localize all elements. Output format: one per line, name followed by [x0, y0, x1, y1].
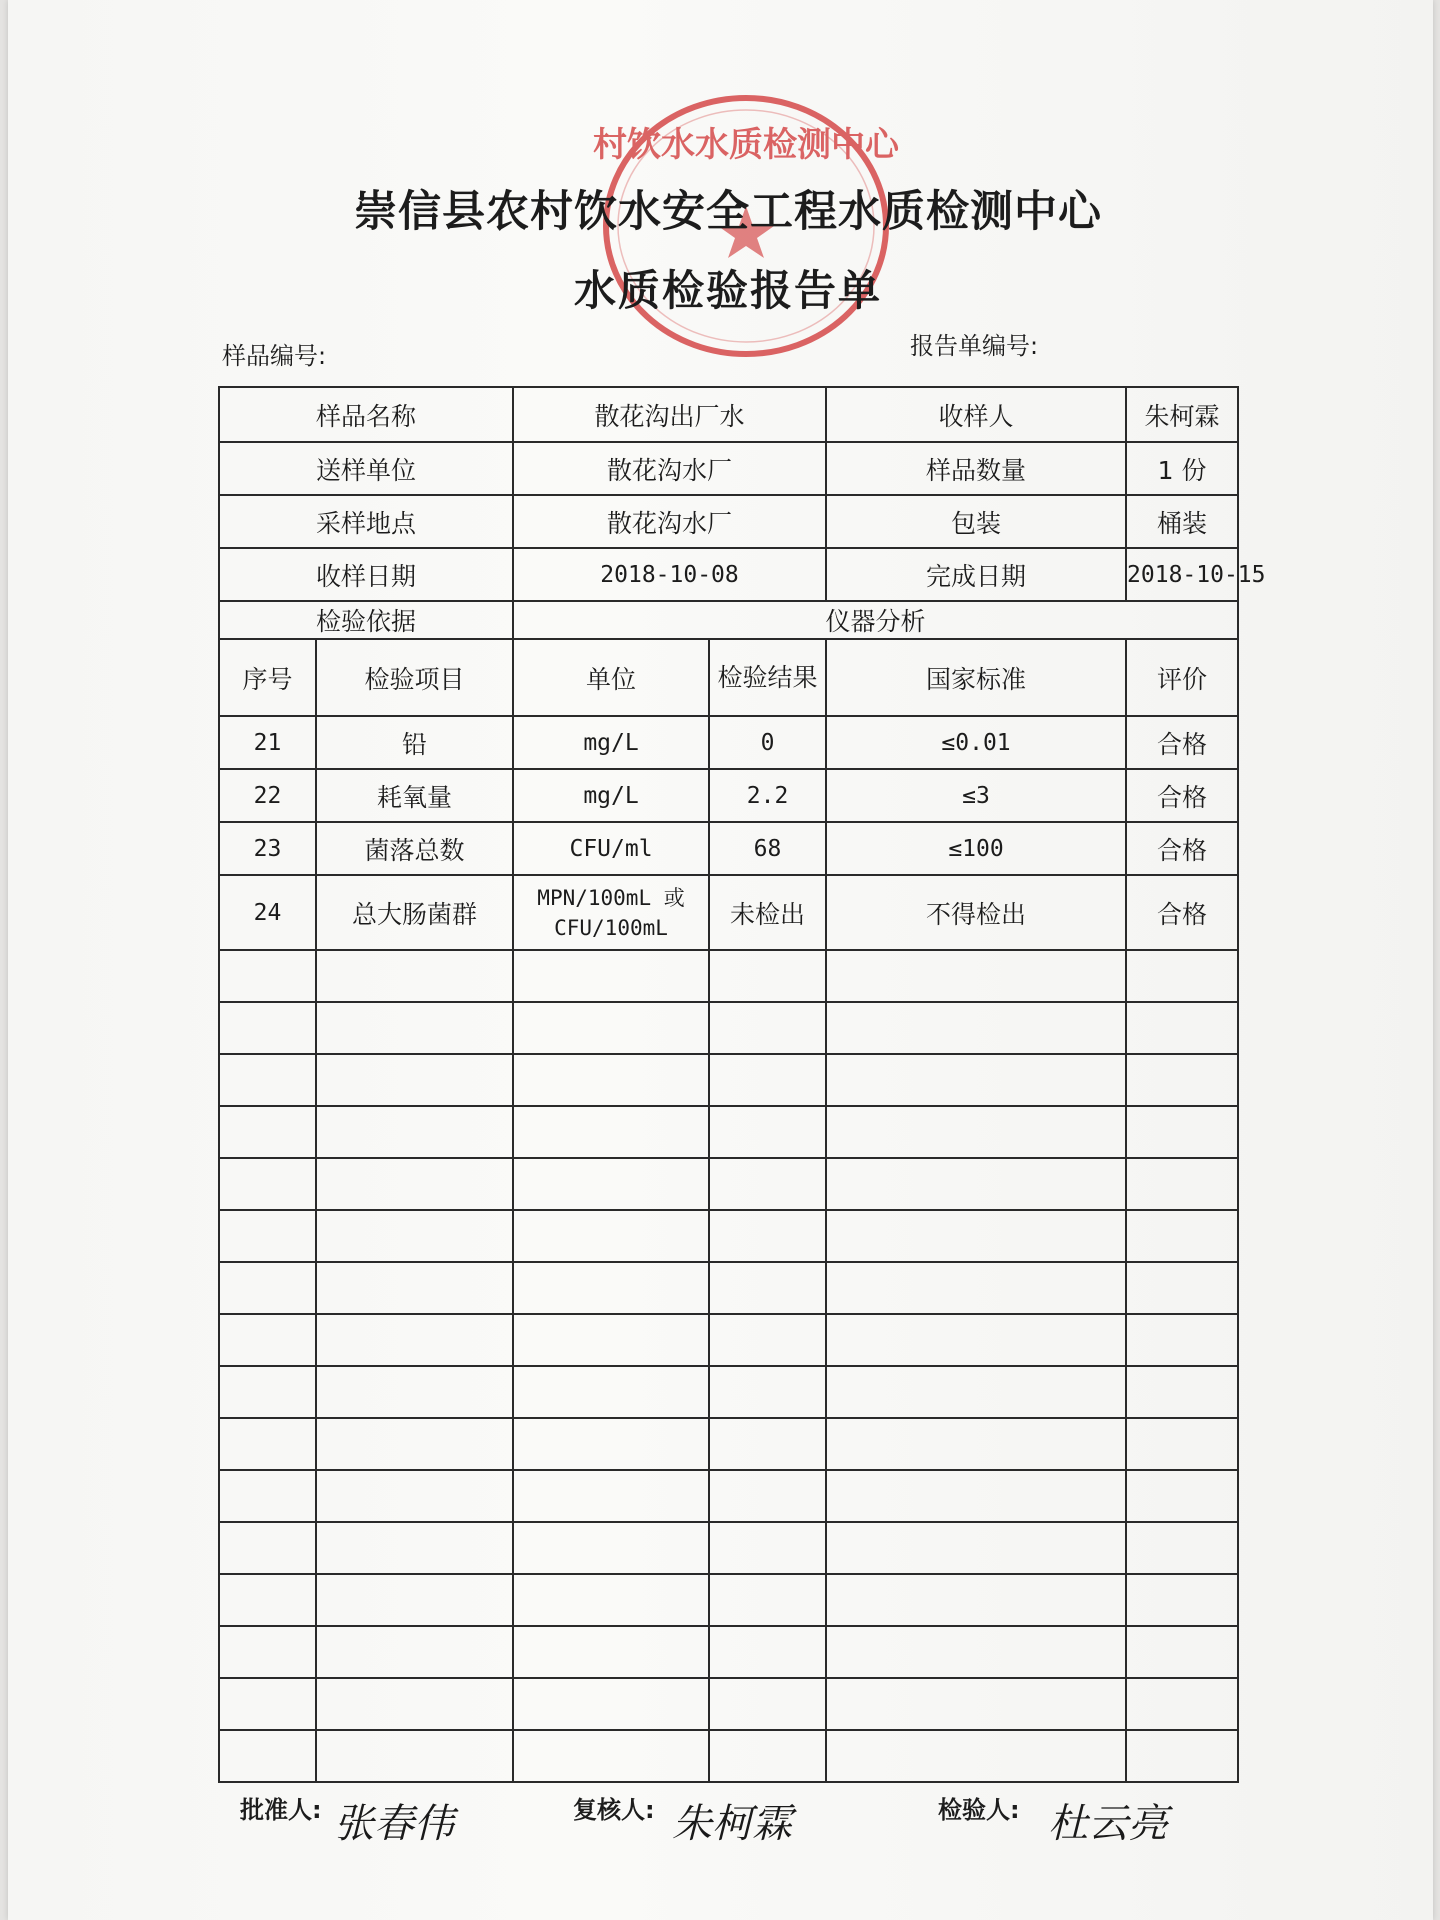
receive-date-value: 2018-10-08 — [513, 548, 826, 601]
empty-cell — [219, 1470, 316, 1522]
svg-text:村饮水水质检测中心: 村饮水水质检测中心 — [593, 125, 899, 165]
empty-cell — [1126, 1054, 1238, 1106]
complete-date-value: 2018-10-15 — [1126, 548, 1238, 601]
empty-row — [219, 1106, 1238, 1158]
row-result: 未检出 — [709, 875, 826, 950]
row-result: 2.2 — [709, 769, 826, 822]
empty-cell — [826, 1730, 1126, 1782]
table-row — [219, 716, 1238, 769]
receiver-label: 收样人 — [826, 387, 1126, 442]
empty-cell — [513, 1522, 709, 1574]
approver-label: 批准人: — [240, 1796, 322, 1824]
sample-no-label: 样品编号: — [222, 342, 327, 370]
empty-row — [219, 1418, 1238, 1470]
empty-cell — [513, 1106, 709, 1158]
empty-cell — [316, 1574, 513, 1626]
empty-cell — [826, 1262, 1126, 1314]
quantity-value: 1 份 — [1126, 442, 1238, 495]
info-row — [219, 387, 1238, 442]
sample-name-label: 样品名称 — [219, 387, 513, 442]
empty-row — [219, 950, 1238, 1002]
empty-cell — [513, 1418, 709, 1470]
empty-cell — [709, 1054, 826, 1106]
empty-cell — [826, 1470, 1126, 1522]
row-standard: ≤3 — [826, 769, 1126, 822]
empty-row — [219, 1574, 1238, 1626]
empty-cell — [219, 1730, 316, 1782]
packaging-value: 桶装 — [1126, 495, 1238, 548]
empty-cell — [513, 1678, 709, 1730]
empty-cell — [316, 1002, 513, 1054]
empty-cell — [316, 1314, 513, 1366]
empty-row — [219, 1626, 1238, 1678]
empty-cell — [316, 1210, 513, 1262]
empty-row — [219, 1314, 1238, 1366]
col-header-item: 检验项目 — [316, 639, 513, 716]
empty-cell — [709, 1730, 826, 1782]
row-result: 68 — [709, 822, 826, 875]
empty-row — [219, 1522, 1238, 1574]
empty-row — [219, 1210, 1238, 1262]
sampling-site-value: 散花沟水厂 — [513, 495, 826, 548]
report-table — [218, 386, 1266, 1783]
inspector-label: 检验人: — [938, 1796, 1020, 1824]
empty-row — [219, 1366, 1238, 1418]
empty-cell — [316, 1678, 513, 1730]
sender-label: 送样单位 — [219, 442, 513, 495]
quantity-label: 样品数量 — [826, 442, 1126, 495]
row-eval: 合格 — [1126, 769, 1238, 822]
empty-cell — [709, 1522, 826, 1574]
report-title: 水质检验报告单 — [573, 266, 882, 315]
row-unit: mg/L — [513, 716, 709, 769]
empty-cell — [1126, 1158, 1238, 1210]
reviewer-label: 复核人: — [573, 1796, 655, 1824]
empty-cell — [826, 1210, 1126, 1262]
col-header-unit: 单位 — [513, 639, 709, 716]
row-item: 耗氧量 — [316, 769, 513, 822]
row-no: 21 — [219, 716, 316, 769]
empty-cell — [709, 1626, 826, 1678]
empty-cell — [219, 1106, 316, 1158]
empty-cell — [1126, 1522, 1238, 1574]
empty-cell — [1126, 1106, 1238, 1158]
empty-cell — [1126, 1470, 1238, 1522]
empty-cell — [709, 1314, 826, 1366]
info-row — [219, 548, 1238, 601]
empty-cell — [513, 1314, 709, 1366]
empty-cell — [826, 1418, 1126, 1470]
empty-cell — [1126, 1678, 1238, 1730]
empty-row — [219, 1158, 1238, 1210]
empty-cell — [316, 1054, 513, 1106]
empty-row — [219, 1678, 1238, 1730]
empty-cell — [513, 1730, 709, 1782]
empty-cell — [1126, 1314, 1238, 1366]
col-header-no: 序号 — [219, 639, 316, 716]
org-title: 崇信县农村饮水安全工程水质检测中心 — [354, 187, 1102, 237]
receive-date-label: 收样日期 — [219, 548, 513, 601]
empty-cell — [1126, 1418, 1238, 1470]
row-no: 22 — [219, 769, 316, 822]
row-standard: ≤0.01 — [826, 716, 1126, 769]
row-standard: 不得检出 — [826, 875, 1126, 950]
empty-cell — [826, 1158, 1126, 1210]
empty-cell — [316, 1106, 513, 1158]
row-no: 24 — [219, 875, 316, 950]
row-item: 总大肠菌群 — [316, 875, 513, 950]
empty-cell — [709, 1158, 826, 1210]
empty-cell — [316, 1730, 513, 1782]
packaging-label: 包装 — [826, 495, 1126, 548]
basis-label: 检验依据 — [219, 601, 513, 639]
row-item: 铅 — [316, 716, 513, 769]
empty-cell — [826, 950, 1126, 1002]
empty-cell — [219, 1678, 316, 1730]
empty-row — [219, 1054, 1238, 1106]
empty-cell — [826, 1314, 1126, 1366]
row-result: 0 — [709, 716, 826, 769]
empty-cell — [219, 1366, 316, 1418]
empty-cell — [826, 1574, 1126, 1626]
empty-cell — [709, 1106, 826, 1158]
empty-row — [219, 1002, 1238, 1054]
table-row — [219, 822, 1238, 875]
approver-signature: 张春伟 — [334, 1801, 454, 1847]
empty-cell — [219, 1054, 316, 1106]
empty-cell — [709, 1678, 826, 1730]
empty-cell — [826, 1522, 1126, 1574]
empty-cell — [219, 1626, 316, 1678]
basis-value: 仪器分析 — [513, 601, 1238, 639]
empty-cell — [826, 1054, 1126, 1106]
empty-cell — [513, 1262, 709, 1314]
complete-date-label: 完成日期 — [826, 548, 1126, 601]
empty-cell — [826, 1366, 1126, 1418]
empty-cell — [219, 1002, 316, 1054]
empty-cell — [219, 1522, 316, 1574]
empty-cell — [709, 1210, 826, 1262]
empty-cell — [1126, 1574, 1238, 1626]
empty-cell — [1126, 1626, 1238, 1678]
empty-cell — [513, 1366, 709, 1418]
empty-cell — [219, 1210, 316, 1262]
table-row — [219, 769, 1238, 822]
empty-cell — [1126, 1210, 1238, 1262]
report-no-label: 报告单编号: — [910, 332, 1039, 360]
empty-cell — [316, 1522, 513, 1574]
sampling-site-label: 采样地点 — [219, 495, 513, 548]
empty-cell — [316, 950, 513, 1002]
empty-row — [219, 1262, 1238, 1314]
empty-cell — [513, 1158, 709, 1210]
empty-cell — [316, 1470, 513, 1522]
empty-cell — [513, 1470, 709, 1522]
empty-cell — [219, 1418, 316, 1470]
empty-cell — [513, 1054, 709, 1106]
row-eval: 合格 — [1126, 822, 1238, 875]
empty-cell — [513, 1210, 709, 1262]
row-no: 23 — [219, 822, 316, 875]
empty-cell — [219, 950, 316, 1002]
empty-cell — [826, 1002, 1126, 1054]
empty-cell — [513, 950, 709, 1002]
row-unit: mg/L — [513, 769, 709, 822]
table-row — [219, 875, 1238, 950]
row-unit: MPN/100mL 或 CFU/100mL — [513, 875, 709, 950]
empty-cell — [316, 1626, 513, 1678]
info-row — [219, 495, 1238, 548]
column-header-row — [219, 639, 1238, 716]
empty-cell — [1126, 1262, 1238, 1314]
empty-cell — [709, 1418, 826, 1470]
col-header-result: 检验结果 — [709, 639, 826, 716]
empty-cell — [709, 1470, 826, 1522]
col-header-eval: 评价 — [1126, 639, 1238, 716]
empty-cell — [513, 1574, 709, 1626]
row-eval: 合格 — [1126, 875, 1238, 950]
empty-cell — [826, 1678, 1126, 1730]
empty-cell — [709, 1366, 826, 1418]
empty-row — [219, 1470, 1238, 1522]
empty-cell — [513, 1002, 709, 1054]
row-unit: CFU/ml — [513, 822, 709, 875]
empty-cell — [316, 1418, 513, 1470]
empty-cell — [316, 1366, 513, 1418]
empty-cell — [826, 1106, 1126, 1158]
empty-cell — [513, 1626, 709, 1678]
empty-cell — [1126, 1002, 1238, 1054]
empty-cell — [826, 1626, 1126, 1678]
empty-cell — [709, 950, 826, 1002]
empty-cell — [219, 1574, 316, 1626]
info-row — [219, 601, 1238, 639]
empty-cell — [709, 1002, 826, 1054]
row-item: 菌落总数 — [316, 822, 513, 875]
empty-row — [219, 1730, 1238, 1782]
empty-cell — [1126, 1366, 1238, 1418]
reviewer-signature: 朱柯霖 — [672, 1801, 792, 1847]
info-row — [219, 442, 1238, 495]
empty-rows — [219, 950, 1238, 1782]
empty-cell — [709, 1574, 826, 1626]
empty-cell — [219, 1262, 316, 1314]
receiver-value: 朱柯霖 — [1126, 387, 1238, 442]
empty-cell — [1126, 1730, 1238, 1782]
empty-cell — [316, 1262, 513, 1314]
empty-cell — [316, 1158, 513, 1210]
empty-cell — [709, 1262, 826, 1314]
empty-cell — [219, 1314, 316, 1366]
col-header-standard: 国家标准 — [826, 639, 1126, 716]
inspector-signature: 杜云亮 — [1048, 1801, 1168, 1847]
empty-cell — [1126, 950, 1238, 1002]
row-standard: ≤100 — [826, 822, 1126, 875]
report-sheet — [8, 0, 1433, 1920]
sender-value: 散花沟水厂 — [513, 442, 826, 495]
row-eval: 合格 — [1126, 716, 1238, 769]
sample-name-value: 散花沟出厂水 — [513, 387, 826, 442]
empty-cell — [219, 1158, 316, 1210]
